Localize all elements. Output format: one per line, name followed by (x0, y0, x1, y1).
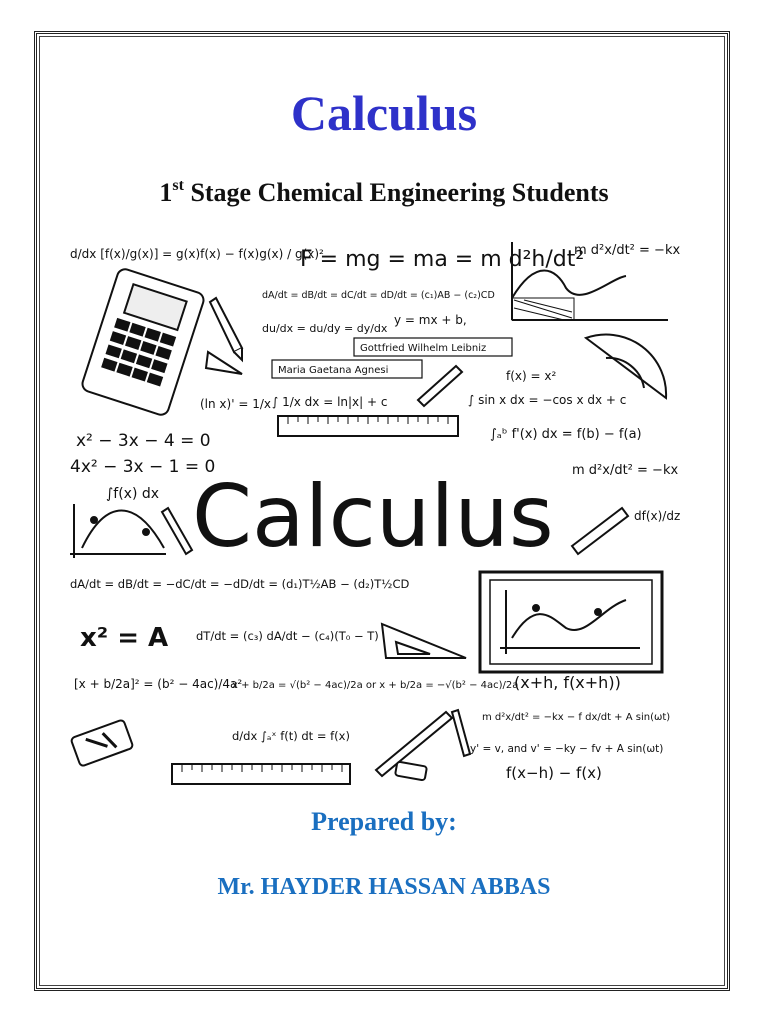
formula-rates-2: dA/dt = dB/dt = −dC/dt = −dD/dt = (d₁)T½AB − (d₂)T½CD (70, 577, 410, 591)
pen-icon (210, 298, 242, 360)
formula-roots: x + b/2a = √(b² − 4ac)/2a or x + b/2a = −√(b² − 4ac)/2a (232, 680, 519, 691)
author-name: Mr. HAYDER HASSAN ABBAS (217, 874, 551, 900)
protractor-icon (586, 335, 666, 398)
document-title: Calculus (290, 85, 478, 141)
big-calculus-word: Calculus (192, 467, 554, 567)
formula-sin-integral: ∫ sin x dx = −cos x dx + c (468, 393, 627, 407)
eraser-icon (71, 719, 134, 766)
marker-icon (418, 366, 462, 406)
subtitle-ordinal: 1 (159, 178, 173, 207)
pencil-icon-left (162, 508, 192, 554)
ruler-icon-top (278, 416, 458, 436)
ruler-icon-bottom (172, 764, 350, 784)
formula-ode-2: y' = v, and v' = −ky − fv + A sin(ωt) (470, 743, 664, 755)
framed-wave-graph (480, 572, 662, 672)
name-leibniz: Gottfried Wilhelm Leibniz (360, 343, 487, 354)
subtitle-text: Stage Chemical Engineering Students (183, 178, 609, 207)
subtitle-ordinal-suffix: st (172, 177, 184, 194)
formula-spring: m d²x/dt² = −kx (574, 243, 681, 258)
formula-x2-a: x² = A (80, 623, 169, 653)
formula-newton: F = mg = ma = m d²h/dt² (300, 247, 585, 272)
formula-chain: du/dx = du/dy = dy/dx (262, 322, 388, 335)
name-agnesi: Maria Gaetana Agnesi (278, 365, 389, 376)
formula-log-derivative: (ln x)' = 1/x (200, 397, 271, 411)
set-square-icon (382, 624, 466, 658)
formula-integral-f: ∫f(x) dx (106, 486, 160, 502)
calculus-doodle-illustration (66, 228, 706, 788)
formula-difference-quotient-1: (x+h, f(x+h)) (514, 673, 621, 692)
formula-ode: m d²x/dt² = −kx − f dx/dt + A sin(ωt) (482, 712, 671, 723)
formula-quotient-rule: d/dx [f(x)/g(x)] = g(x)f(x) − f(x)g(x) / g(x)² (70, 247, 324, 261)
formula-quadratic-2: 4x² − 3x − 1 = 0 (70, 457, 216, 477)
formula-quadratic-1: x² − 3x − 4 = 0 (76, 431, 211, 451)
formula-ftc: ∫ₐᵇ f'(x) dx = f(b) − f(a) (490, 427, 642, 442)
formula-ftc-2: d/dx ∫ₐˣ f(t) dt = f(x) (232, 729, 350, 743)
formula-difference-quotient-2: f(x−h) − f(x) (506, 764, 602, 782)
formula-dfdz: df(x)/dz (634, 509, 681, 523)
formula-line: y = mx + b, (394, 313, 467, 327)
document-subtitle (0, 178, 768, 208)
formula-fx-square: f(x) = x² (506, 369, 557, 383)
formula-spring-2: m d²x/dt² = −kx (572, 463, 679, 478)
prepared-by-label: Prepared by: (311, 807, 457, 836)
calculator-icon (80, 267, 205, 417)
formula-rates: dA/dt = dB/dt = dC/dt = dD/dt = (c₁)AB − (c₂)CD (262, 290, 495, 301)
pen-icon-right (572, 508, 628, 554)
eraser-icon-bottom (395, 762, 427, 781)
parabola-graph (70, 504, 166, 558)
formula-newton-cooling: dT/dt = (c₃) dA/dt − (c₄)(T₀ − T) (196, 629, 379, 643)
formula-complete-square: [x + b/2a]² = (b² − 4ac)/4a² (74, 677, 243, 691)
formula-abs-integral: ∫ 1/x dx = ln|x| + c (272, 395, 388, 409)
